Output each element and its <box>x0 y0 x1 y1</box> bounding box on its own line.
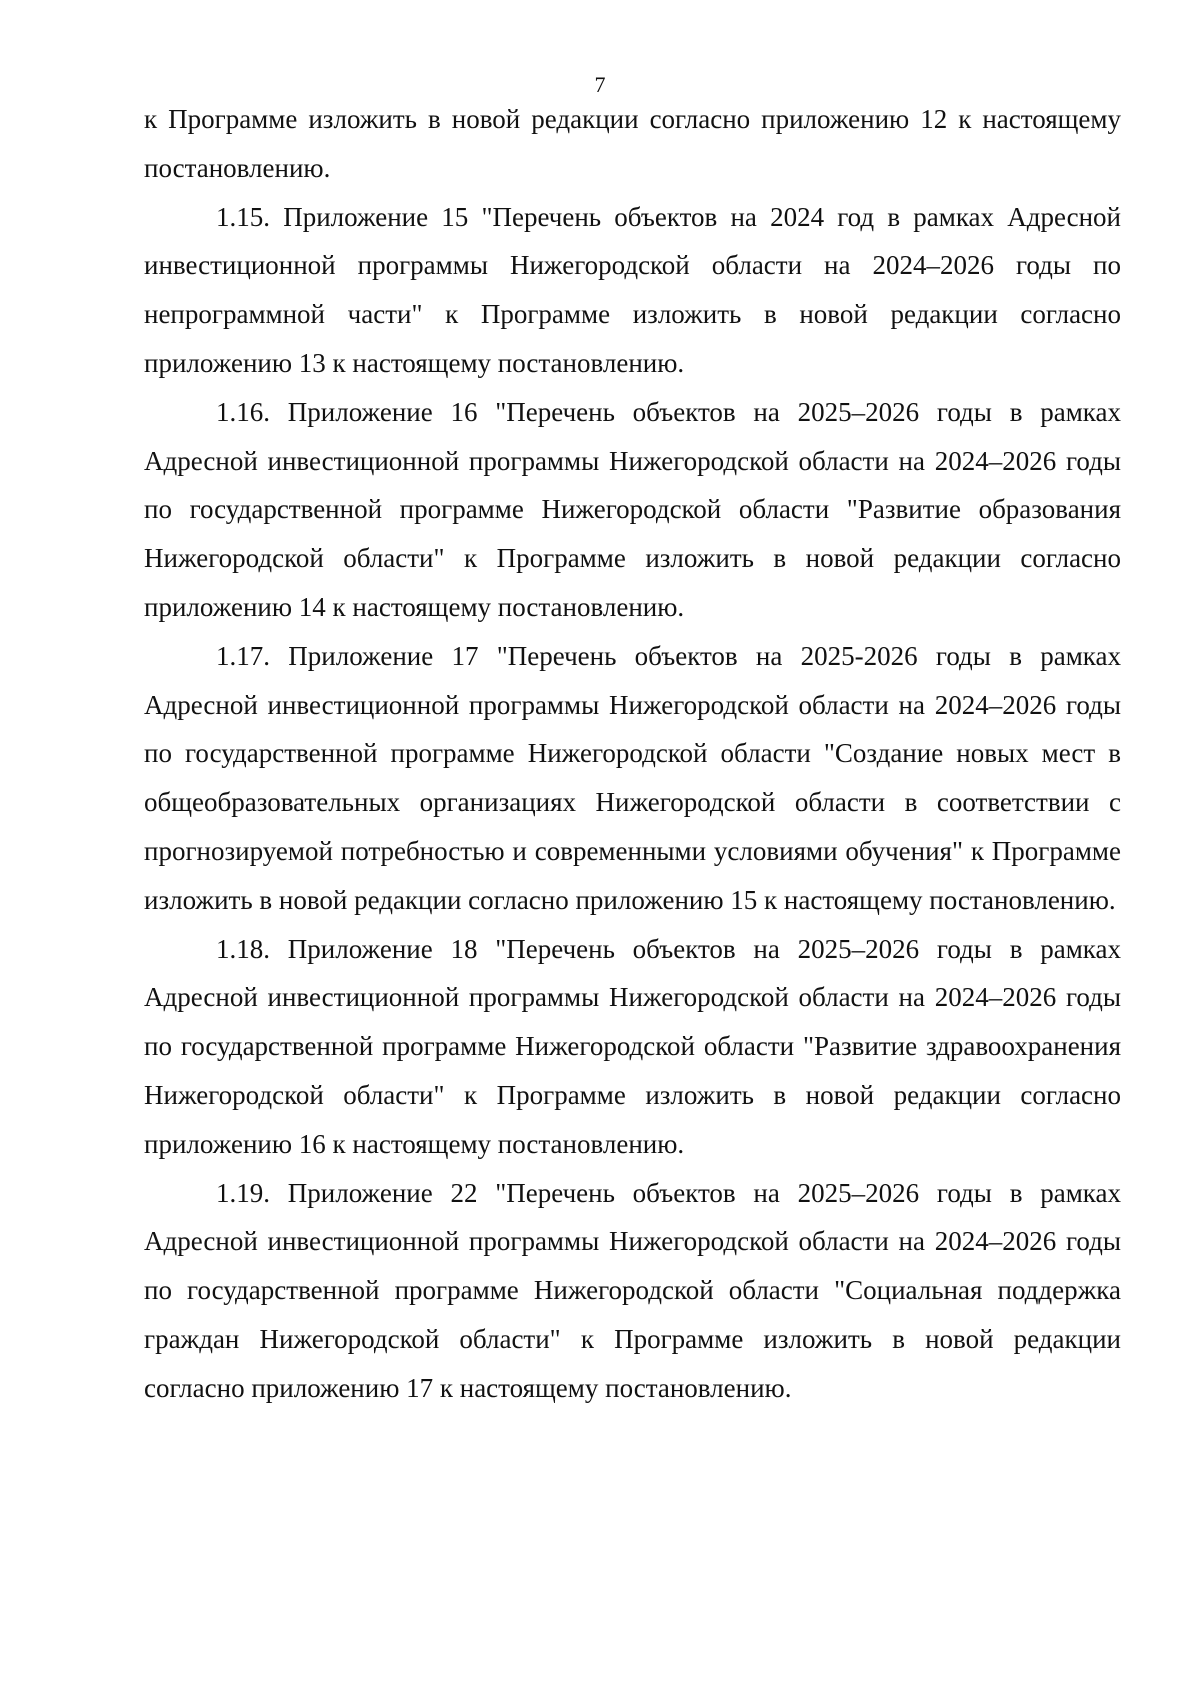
paragraph-1-19: 1.19. Приложение 22 "Перечень объектов на 2025–2026 годы в рамках Адресной инвестиционной программы Нижегородской области на 2024–2026 годы по государственной программе Нижегородской области "Социальная поддержка граждан Нижегородской области" к Программе изложить в новой редакции согласно приложению 17 к настоящему постановлению. <box>144 1177 1121 1403</box>
paragraph-continuation: к Программе изложить в новой редакции согласно приложению 12 к настоящему постановлению. <box>144 104 1121 183</box>
paragraph-1-16: 1.16. Приложение 16 "Перечень объектов на 2025–2026 годы в рамках Адресной инвестиционной программы Нижегородской области на 2024–2026 годы по государственной программе Нижегородской области "Развитие образования Нижегородской области" к Программе изложить в новой редакции согласно приложению 14 к настоящему постановлению. <box>144 396 1121 622</box>
document-body <box>144 95 1121 1413</box>
paragraph-1-17: 1.17. Приложение 17 "Перечень объектов на 2025-2026 годы в рамках Адресной инвестиционной программы Нижегородской области на 2024–2026 годы по государственной программе Нижегородской области "Создание новых мест в общеобразовательных организациях Нижегородской области в соответствии с прогнозируемой потребностью и современными условиями обучения" к Программе изложить в новой редакции согласно приложению 15 к настоящему постановлению. <box>144 640 1121 915</box>
page-number: 7 <box>594 72 606 97</box>
paragraph-1-15: 1.15. Приложение 15 "Перечень объектов на 2024 год в рамках Адресной инвестиционной программы Нижегородской области на 2024–2026 годы по непрограммной части" к Программе изложить в новой редакции согласно приложению 13 к настоящему постановлению. <box>144 201 1121 378</box>
paragraph-1-18: 1.18. Приложение 18 "Перечень объектов на 2025–2026 годы в рамках Адресной инвестиционной программы Нижегородской области на 2024–2026 годы по государственной программе Нижегородской области "Развитие здравоохранения Нижегородской области" к Программе изложить в новой редакции согласно приложению 16 к настоящему постановлению. <box>144 933 1121 1159</box>
